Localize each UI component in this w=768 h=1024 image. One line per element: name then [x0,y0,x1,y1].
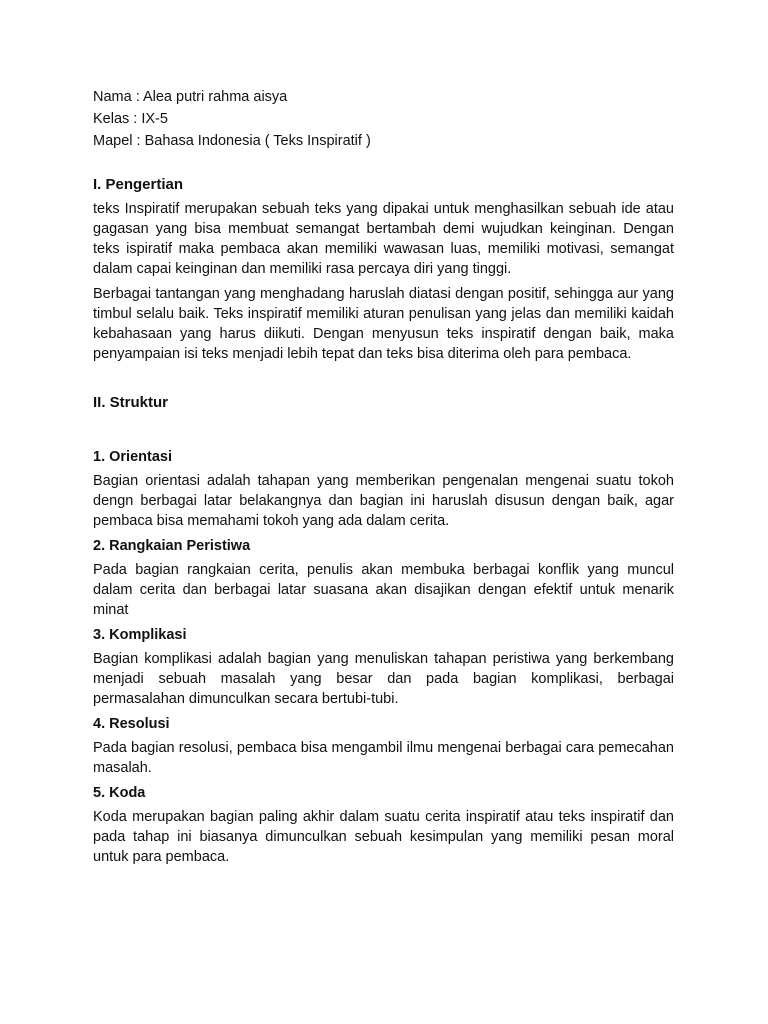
struktur-item-text: Pada bagian rangkaian cerita, penulis akan membuka berbagai konflik yang muncul dalam cerita dan berbagai latar suasana akan disajikan dengan efektif untuk menarik minat [93,562,674,618]
struktur-item-title: 4. Resolusi [93,716,170,732]
student-class: Kelas : IX-5 [93,111,168,127]
pengertian-paragraph-2: Berbagai tantangan yang menghadang haruslah diatasi dengan positif, sehingga aur yang timbul selalu baik. Teks inspiratif memiliki aturan penulisan yang jelas dan memiliki kaidah kebahasaan yang harus diikuti. Dengan menyusun teks inspiratif dengan baik, maka penyampaian isi teks menjadi lebih tepat dan teks bisa diterima oleh para pembaca. [93,286,674,362]
struktur-item-text: Bagian orientasi adalah tahapan yang memberikan pengenalan mengenai suatu tokoh dengn berbagai latar belakangnya dan bagian ini haruslah disusun dengan baik, agar pembaca bisa memahami tokoh yang ada dalam cerita. [93,473,674,529]
struktur-item-text: Bagian komplikasi adalah bagian yang menuliskan tahapan peristiwa yang berkembang menjadi sebuah masalah yang besar dan pada bagian komplikasi, berbagai permasalahan dimunculkan secara bertubi-tubi. [93,651,674,707]
struktur-item-resolusi [93,714,674,778]
struktur-item-title: 5. Koda [93,785,146,801]
section-heading-pengertian: I. Pengertian [93,176,184,193]
subject: Mapel : Bahasa Indonesia ( Teks Inspiratif ) [93,133,371,149]
section-pengertian [93,175,674,364]
pengertian-paragraph-1: teks Inspiratif merupakan sebuah teks yang dipakai untuk menghasilkan sebuah ide atau gagasan yang bisa membuat semangat bertambah demi wujudkan keinginan. Dengan teks ispiratif maka pembaca akan memiliki wawasan luas, memiliki motivasi, semangat dalam capai keinginan dan memiliki rasa percaya diri yang tinggi. [93,201,674,277]
section-struktur [93,393,674,867]
student-name: Nama : Alea putri rahma aisya [93,89,288,105]
struktur-item-title: 1. Orientasi [93,449,172,465]
struktur-item-text: Koda merupakan bagian paling akhir dalam suatu cerita inspiratif atau teks inspiratif dan pada tahap ini biasanya dimunculkan sebuah kesimpulan yang memiliki pesan moral untuk para pembaca. [93,809,674,865]
struktur-item-title: 3. Komplikasi [93,627,187,643]
student-info [93,87,674,151]
struktur-item-title: 2. Rangkaian Peristiwa [93,538,251,554]
struktur-item-koda [93,783,674,867]
struktur-item-text: Pada bagian resolusi, pembaca bisa mengambil ilmu mengenai berbagai cara pemecahan masalah. [93,740,674,776]
section-heading-struktur: II. Struktur [93,394,169,411]
document-page [93,87,674,872]
struktur-item-orientasi [93,447,674,531]
struktur-item-rangkaian-peristiwa [93,536,674,620]
struktur-item-komplikasi [93,625,674,709]
